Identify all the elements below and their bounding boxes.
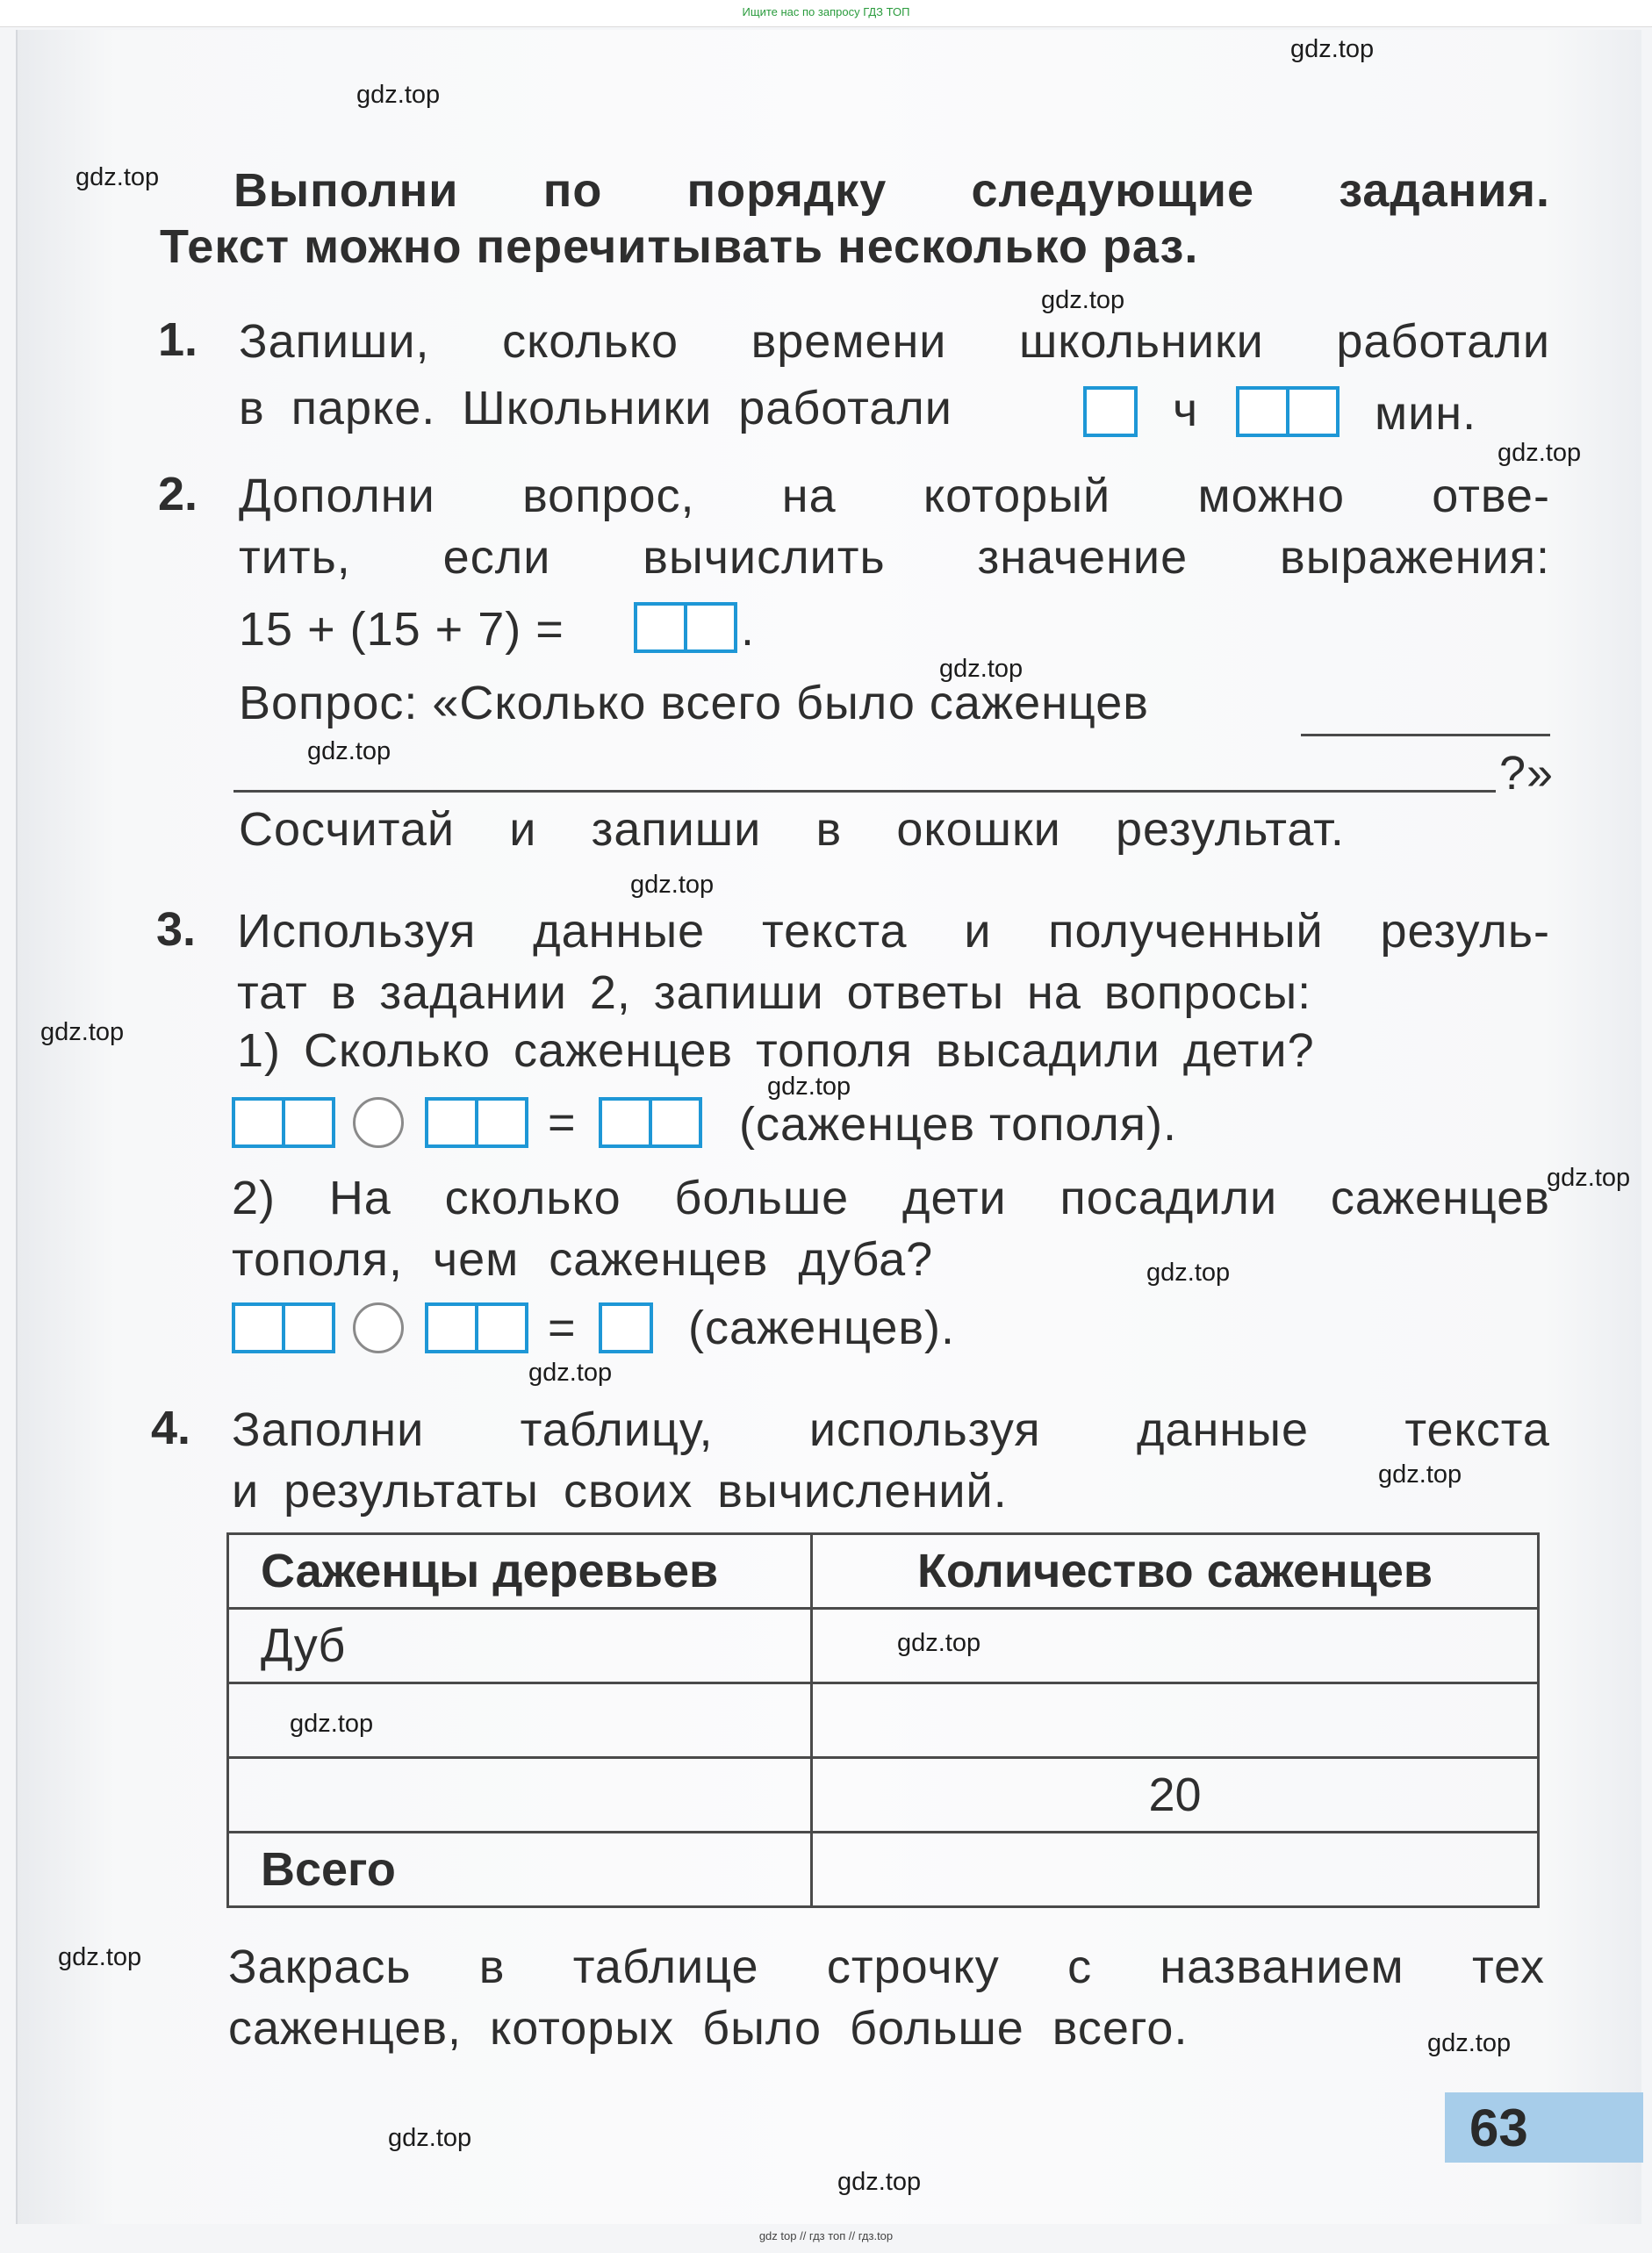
question-start: Вопрос: «Сколько всего было саженцев bbox=[239, 677, 1149, 729]
watermark: gdz.top bbox=[1041, 286, 1125, 314]
minutes-unit-label: мин. bbox=[1375, 387, 1477, 440]
table-cell-count: 20 bbox=[812, 1758, 1539, 1833]
watermark: gdz.top bbox=[307, 737, 391, 765]
watermark: gdz.top bbox=[1146, 1259, 1231, 1287]
seedlings-table bbox=[226, 1532, 1540, 1908]
watermark: gdz.top bbox=[1547, 1164, 1631, 1192]
task-3-line-2: тат в задании 2, запиши ответы на вопросы: bbox=[237, 966, 1312, 1019]
task-4-line-1: Заполни таблицу, используя данные текста bbox=[232, 1403, 1550, 1456]
question-line-1[interactable] bbox=[1301, 734, 1550, 736]
q2-result-box[interactable] bbox=[599, 1302, 653, 1353]
table-row bbox=[228, 1683, 1539, 1758]
watermark: gdz.top bbox=[897, 1629, 981, 1657]
watermark: gdz.top bbox=[58, 1943, 142, 1971]
watermark: gdz.top bbox=[1290, 35, 1375, 63]
watermark: gdz.top bbox=[1378, 1460, 1462, 1489]
site-banner bbox=[0, 0, 1652, 27]
q1-operator-circle[interactable] bbox=[353, 1097, 404, 1148]
watermark: gdz.top bbox=[75, 163, 160, 191]
task-3-question-2-line-2: тополя, чем саженцев дуба? bbox=[232, 1233, 934, 1286]
expression-end: . bbox=[741, 603, 756, 656]
task-1-line-1: Запиши, сколько времени школьники работали bbox=[239, 315, 1550, 368]
task-4-line-2: и результаты своих вычислений. bbox=[232, 1465, 1008, 1518]
q2-operand-2-box[interactable] bbox=[425, 1302, 528, 1353]
watermark: gdz.top bbox=[528, 1359, 613, 1387]
task-3-number: 3. bbox=[156, 903, 197, 956]
q2-unit: (саженцев). bbox=[688, 1302, 956, 1354]
intro-line-1: Выполни по порядку следующие задания. bbox=[233, 164, 1550, 217]
q2-operand-1-box[interactable] bbox=[232, 1302, 335, 1353]
table-header-row bbox=[228, 1534, 1539, 1609]
watermark: gdz.top bbox=[388, 2124, 472, 2152]
task-2-number: 2. bbox=[158, 468, 198, 520]
q1-operand-2-box[interactable] bbox=[425, 1097, 528, 1148]
q1-equals: = bbox=[548, 1096, 577, 1149]
q1-operand-1-box[interactable] bbox=[232, 1097, 335, 1148]
watermark: gdz.top bbox=[837, 2168, 922, 2196]
table-row bbox=[228, 1758, 1539, 1833]
watermark: gdz.top bbox=[40, 1018, 125, 1046]
question-end: ?» bbox=[1499, 747, 1555, 800]
table-total-row bbox=[228, 1833, 1539, 1907]
table-cell-tree: Дуб bbox=[228, 1609, 812, 1683]
page-number: 63 bbox=[1445, 2092, 1643, 2163]
task-4-number: 4. bbox=[151, 1402, 191, 1454]
watermark: gdz.top bbox=[356, 81, 441, 109]
expression-answer-box[interactable] bbox=[634, 602, 737, 653]
q2-equals: = bbox=[548, 1302, 577, 1354]
task-2-line-1: Дополни вопрос, на который можно отве- bbox=[239, 470, 1550, 522]
task-3-question-1: 1) Сколько саженцев тополя высадили дети? bbox=[237, 1024, 1315, 1077]
task-4-footer-line-2: саженцев, которых было больше всего. bbox=[228, 2002, 1189, 2055]
watermark: gdz.top bbox=[1427, 2029, 1512, 2057]
watermark: gdz.top bbox=[1498, 439, 1582, 467]
task-3-line-1: Используя данные текста и полученный резуль- bbox=[237, 905, 1550, 958]
hours-answer-box[interactable] bbox=[1083, 386, 1138, 437]
minutes-answer-box[interactable] bbox=[1236, 386, 1340, 437]
table-cell-tree[interactable] bbox=[228, 1758, 812, 1833]
task-4-footer-line-1: Закрась в таблице строчку с названием тех bbox=[228, 1941, 1545, 1993]
watermark: gdz.top bbox=[939, 655, 1024, 683]
question-line-2[interactable] bbox=[233, 790, 1496, 793]
table-row bbox=[228, 1609, 1539, 1683]
watermark: gdz.top bbox=[630, 871, 715, 899]
q1-result-box[interactable] bbox=[599, 1097, 702, 1148]
table-header-trees: Саженцы деревьев bbox=[228, 1534, 812, 1609]
task-2-count-line: Сосчитай и запиши в окошки результат. bbox=[239, 803, 1345, 856]
q1-unit: (саженцев тополя). bbox=[739, 1098, 1178, 1151]
table-header-count: Количество саженцев bbox=[812, 1534, 1539, 1609]
table-cell-count[interactable] bbox=[812, 1683, 1539, 1758]
task-1-line-2: в парке. Школьники работали bbox=[239, 382, 952, 434]
task-3-question-2-line-1: 2) На сколько больше дети посадили саженцев bbox=[232, 1172, 1550, 1224]
site-footer-text: gdz top // гдз топ // гдз.top bbox=[758, 2229, 894, 2242]
task-1-number: 1. bbox=[158, 313, 198, 366]
watermark: gdz.top bbox=[767, 1073, 851, 1101]
hours-unit-label: ч bbox=[1173, 384, 1199, 436]
table-cell-total-label: Всего bbox=[228, 1833, 812, 1907]
site-banner-text: Ищите нас по запросу ГДЗ ТОП bbox=[742, 5, 910, 18]
intro-line-2: Текст можно перечитывать несколько раз. bbox=[160, 220, 1199, 273]
task-2-line-2: тить, если вычислить значение выражения: bbox=[239, 531, 1550, 584]
watermark: gdz.top bbox=[290, 1710, 374, 1738]
expression: 15 + (15 + 7) = bbox=[239, 603, 564, 656]
table-cell-total-count[interactable] bbox=[812, 1833, 1539, 1907]
q2-operator-circle[interactable] bbox=[353, 1302, 404, 1353]
